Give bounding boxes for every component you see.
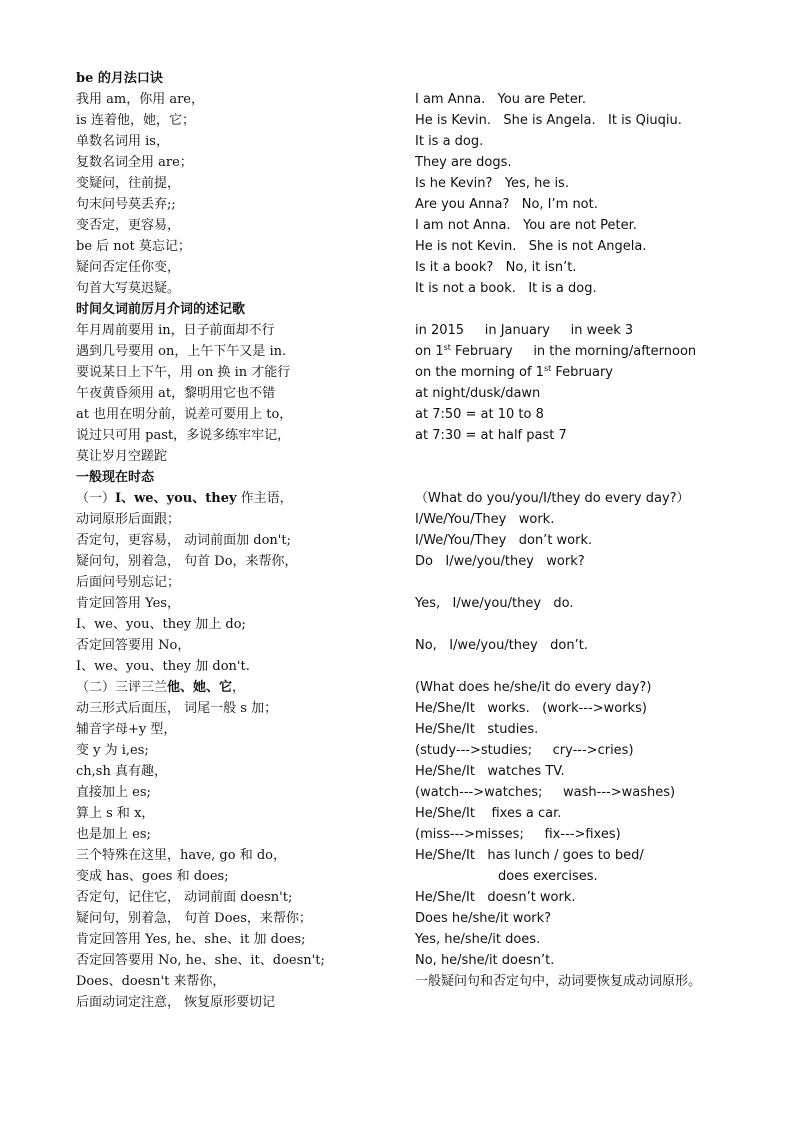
text-segment: He/She/It works. (work--->works) <box>415 701 647 716</box>
text-row <box>76 950 776 971</box>
text-segment: 否定回答要用 No, he、she、it、doesn't; <box>76 953 325 968</box>
example-sentence <box>415 383 785 404</box>
text-segment: He/She/It has lunch / goes to bed/ <box>415 848 644 863</box>
text-segment: I、we、you、they <box>115 491 237 506</box>
example-sentence <box>415 278 785 299</box>
example-sentence <box>415 215 785 236</box>
example-sentence <box>415 929 785 950</box>
text-segment: 作主语， <box>236 491 293 506</box>
example-sentence <box>415 971 785 992</box>
text-segment: 否定句，记住它， 动词前面 doesn't; <box>76 890 293 905</box>
text-segment: Do I/we/you/they work? <box>415 554 585 569</box>
text-segment: 一般疑问句和否定句中，动词要恢复成动词原形。 <box>415 974 702 989</box>
text-row <box>76 131 776 152</box>
text-segment: 要说某日上下午，用 on 换 in 才能行 <box>76 365 291 380</box>
example-sentence <box>415 446 785 467</box>
text-segment: 疑问否定任你变， <box>76 260 181 275</box>
text-segment: Does、doesn't 来帮你， <box>76 974 226 989</box>
example-sentence <box>415 509 785 530</box>
example-sentence <box>415 887 785 908</box>
text-segment: 变 y 为 i,es; <box>76 743 149 758</box>
example-sentence <box>415 677 785 698</box>
text-segment: I am not Anna. You are not Peter. <box>415 218 637 233</box>
rhyme-line <box>76 740 415 761</box>
text-segment: Does he/she/it work? <box>415 911 552 926</box>
rhyme-line <box>76 362 415 383</box>
text-row <box>76 509 776 530</box>
text-segment: I am Anna. You are Peter. <box>415 92 587 107</box>
text-row <box>76 341 776 362</box>
example-sentence <box>415 488 785 509</box>
text-row <box>76 719 776 740</box>
text-segment: （一） <box>76 491 116 506</box>
example-sentence <box>415 698 785 719</box>
example-sentence <box>415 530 785 551</box>
rhyme-line <box>76 887 415 908</box>
example-sentence <box>415 740 785 761</box>
text-segment: at night/dusk/dawn <box>415 386 541 401</box>
text-segment: No, I/we/you/they don’t. <box>415 638 588 653</box>
rhyme-line <box>76 110 415 131</box>
text-row <box>76 488 776 509</box>
text-segment: in 2015 in January in week 3 <box>415 323 634 338</box>
text-segment: He/She/It watches TV. <box>415 764 565 779</box>
text-row <box>76 635 776 656</box>
text-row <box>76 698 776 719</box>
rhyme-line <box>76 383 415 404</box>
example-sentence <box>415 152 785 173</box>
text-segment: It is a dog. <box>415 134 484 149</box>
text-segment: 变否定，更容易， <box>76 218 181 233</box>
rhyme-line <box>76 215 415 236</box>
text-row <box>76 278 776 299</box>
text-segment: 说过只可用 past，多说多练牢牢记， <box>76 428 291 443</box>
text-row <box>76 404 776 425</box>
rhyme-line <box>76 971 415 992</box>
example-sentence <box>415 236 785 257</box>
rhyme-line <box>76 425 415 446</box>
text-row <box>76 887 776 908</box>
example-sentence <box>415 320 785 341</box>
example-sentence <box>415 656 785 677</box>
text-segment: 单数名词用 is， <box>76 134 169 149</box>
text-row <box>76 551 776 572</box>
text-segment: (study--->studies; cry--->cries) <box>415 743 634 758</box>
rhyme-line <box>76 488 415 509</box>
example-sentence <box>415 992 785 1013</box>
superscript-text: st <box>543 364 552 373</box>
text-segment: (watch--->watches; wash--->washes) <box>415 785 676 800</box>
text-segment: 句末问号莫丢弃;; <box>76 197 176 212</box>
example-sentence <box>415 194 785 215</box>
text-segment: is 连着他，她，它； <box>76 113 195 128</box>
text-row <box>76 824 776 845</box>
text-row <box>76 593 776 614</box>
text-segment: 变疑问，往前提， <box>76 176 181 191</box>
rhyme-line <box>76 173 415 194</box>
text-row <box>76 971 776 992</box>
text-segment: 我用 am，你用 are， <box>76 92 205 107</box>
text-segment: Yes, I/we/you/they do. <box>415 596 574 611</box>
example-sentence <box>415 257 785 278</box>
text-row <box>76 257 776 278</box>
example-sentence <box>415 89 785 110</box>
rhyme-line <box>76 803 415 824</box>
example-sentence <box>415 866 785 887</box>
text-segment: February in the morning/afternoon <box>450 344 697 359</box>
text-segment: 疑问句，别着急， 句首 Does，来帮你； <box>76 911 312 926</box>
text-segment: 后面动词定注意， 恢复原形要切记 <box>76 995 276 1010</box>
text-row <box>76 194 776 215</box>
rhyme-line <box>76 530 415 551</box>
text-segment: （What do you/you/I/they do every day?） <box>415 491 690 506</box>
rhyme-line <box>76 131 415 152</box>
rhyme-line <box>76 929 415 950</box>
text-row <box>76 656 776 677</box>
example-sentence <box>415 341 785 362</box>
rhyme-line <box>76 257 415 278</box>
example-sentence <box>415 110 785 131</box>
example-sentence <box>415 593 785 614</box>
text-row <box>76 740 776 761</box>
rhyme-line <box>76 194 415 215</box>
text-row <box>76 782 776 803</box>
text-segment: 他、她、它 <box>167 680 233 695</box>
text-row <box>76 530 776 551</box>
text-segment: No, he/she/it doesn’t. <box>415 953 555 968</box>
rhyme-line <box>76 761 415 782</box>
superscript-text: st <box>443 343 451 352</box>
rhyme-line <box>76 320 415 341</box>
text-row <box>76 677 776 698</box>
text-segment: at 7:30 = at half past 7 <box>415 428 567 443</box>
text-row <box>76 803 776 824</box>
text-segment: 午夜黄昏须用 at，黎明用它也不错 <box>76 386 276 401</box>
text-segment: February <box>551 365 613 380</box>
text-segment: 句首大写莫迟疑。 <box>76 281 181 296</box>
text-row <box>76 173 776 194</box>
text-segment: 肯定回答用 Yes， <box>76 596 180 611</box>
text-segment: They are dogs. <box>415 155 512 170</box>
text-segment: 后面问号别忘记； <box>76 575 181 590</box>
text-segment: Yes, he/she/it does. <box>415 932 541 947</box>
text-segment: I、we、you、they 加 don't. <box>76 659 250 674</box>
rhyme-line <box>76 152 415 173</box>
example-sentence <box>415 299 785 320</box>
example-sentence <box>415 719 785 740</box>
example-sentence <box>415 761 785 782</box>
text-segment: He/She/It fixes a car. <box>415 806 562 821</box>
text-row <box>76 929 776 950</box>
text-row <box>76 845 776 866</box>
text-segment: does exercises. <box>498 869 598 884</box>
example-sentence <box>415 782 785 803</box>
text-row <box>76 761 776 782</box>
text-row <box>76 236 776 257</box>
text-row <box>76 89 776 110</box>
text-segment: He/She/It doesn’t work. <box>415 890 576 905</box>
text-segment: I、we、you、they 加上 do; <box>76 617 246 632</box>
example-sentence <box>415 950 785 971</box>
text-segment: 复数名词全用 are； <box>76 155 193 170</box>
rhyme-line <box>76 866 415 887</box>
text-segment: ， <box>232 680 246 695</box>
text-row <box>76 614 776 635</box>
rhyme-line <box>76 572 415 593</box>
text-segment: be 后 not 莫忘记； <box>76 239 191 254</box>
text-segment: Is it a book? No, it isn’t. <box>415 260 577 275</box>
text-segment: He is Kevin. She is Angela. It is Qiuqiu. <box>415 113 682 128</box>
text-segment: at 7:50 = at 10 to 8 <box>415 407 544 422</box>
rhyme-line <box>76 509 415 530</box>
text-segment: be 的月法口诀 <box>76 71 163 86</box>
text-row <box>76 866 776 887</box>
text-segment: I/We/You/They work. <box>415 512 555 527</box>
text-segment: 莫让岁月空蹉跎 <box>76 449 168 464</box>
example-sentence <box>415 551 785 572</box>
rhyme-line <box>76 551 415 572</box>
example-sentence <box>415 467 785 488</box>
text-row <box>76 908 776 929</box>
text-row <box>76 362 776 383</box>
example-sentence <box>415 803 785 824</box>
text-segment: 动三形式后面压， 词尾一般 s 加； <box>76 701 278 716</box>
text-row <box>76 320 776 341</box>
rhyme-line <box>76 593 415 614</box>
text-row <box>76 992 776 1013</box>
rhyme-line <box>76 908 415 929</box>
text-segment: on the morning of 1 <box>415 365 544 380</box>
text-segment: 也是加上 es; <box>76 827 151 842</box>
rhyme-line <box>76 782 415 803</box>
text-row <box>76 110 776 131</box>
text-segment: ch,sh 真有趣， <box>76 764 167 779</box>
text-segment: 年月周前要用 in，日子前面却不行 <box>76 323 275 338</box>
text-row <box>76 152 776 173</box>
example-sentence <box>415 908 785 929</box>
text-row <box>76 572 776 593</box>
rhyme-line <box>76 278 415 299</box>
example-sentence <box>415 824 785 845</box>
rhyme-line <box>76 89 415 110</box>
rhyme-line <box>76 698 415 719</box>
text-segment: He is not Kevin. She is not Angela. <box>415 239 647 254</box>
example-sentence <box>415 68 785 89</box>
document-body <box>76 68 776 1013</box>
text-segment: It is not a book. It is a dog. <box>415 281 597 296</box>
text-row <box>76 68 776 89</box>
text-segment: 疑问句，别着急， 句首 Do，来帮你， <box>76 554 298 569</box>
section-heading <box>76 68 415 89</box>
text-segment: 一般现在时态 <box>76 470 155 485</box>
example-sentence <box>415 845 785 866</box>
section-heading <box>76 299 415 320</box>
text-segment: 肯定回答用 Yes, he、she、it 加 does; <box>76 932 306 947</box>
text-segment: （二）三评三兰 <box>76 680 168 695</box>
text-row <box>76 446 776 467</box>
text-segment: Is he Kevin? Yes, he is. <box>415 176 569 191</box>
text-segment: 时间夂词前厉月介词的述记歌 <box>76 302 246 317</box>
rhyme-line <box>76 236 415 257</box>
example-sentence <box>415 362 785 383</box>
text-row <box>76 383 776 404</box>
rhyme-line <box>76 950 415 971</box>
rhyme-line <box>76 446 415 467</box>
text-segment: on 1 <box>415 344 444 359</box>
example-sentence <box>415 572 785 593</box>
text-segment: Are you Anna? No, I’m not. <box>415 197 598 212</box>
rhyme-line <box>76 719 415 740</box>
example-sentence <box>415 173 785 194</box>
rhyme-line <box>76 635 415 656</box>
example-sentence <box>415 614 785 635</box>
text-segment: (What does he/she/it do every day?) <box>415 680 652 695</box>
text-row <box>76 299 776 320</box>
text-segment: at 也用在明分前，说差可要用上 to， <box>76 407 293 422</box>
example-sentence <box>415 635 785 656</box>
rhyme-line <box>76 845 415 866</box>
rhyme-line <box>76 656 415 677</box>
rhyme-line <box>76 677 415 698</box>
text-segment: 否定回答要用 No， <box>76 638 191 653</box>
text-row <box>76 215 776 236</box>
rhyme-line <box>76 824 415 845</box>
rhyme-line <box>76 614 415 635</box>
rhyme-line <box>76 404 415 425</box>
text-segment: He/She/It studies. <box>415 722 539 737</box>
rhyme-line <box>76 992 415 1013</box>
text-segment: 三个特殊在这里，have, go 和 do， <box>76 848 286 863</box>
text-segment: (miss--->misses; fix--->fixes) <box>415 827 621 842</box>
text-segment: 辅音字母+y 型， <box>76 722 177 737</box>
example-sentence <box>415 404 785 425</box>
text-segment: 算上 s 和 x， <box>76 806 155 821</box>
text-segment: 否定句，更容易， 动词前面加 don't; <box>76 533 291 548</box>
example-sentence <box>415 131 785 152</box>
text-segment: I/We/You/They don’t work. <box>415 533 593 548</box>
text-segment: 动词原形后面跟； <box>76 512 181 527</box>
example-sentence <box>415 425 785 446</box>
section-heading <box>76 467 415 488</box>
text-row <box>76 425 776 446</box>
text-segment: 变成 has、goes 和 does; <box>76 869 229 884</box>
text-row <box>76 467 776 488</box>
text-segment: 直接加上 es; <box>76 785 151 800</box>
rhyme-line <box>76 341 415 362</box>
text-segment: 遇到几号要用 on，上午下午又是 in. <box>76 344 287 359</box>
